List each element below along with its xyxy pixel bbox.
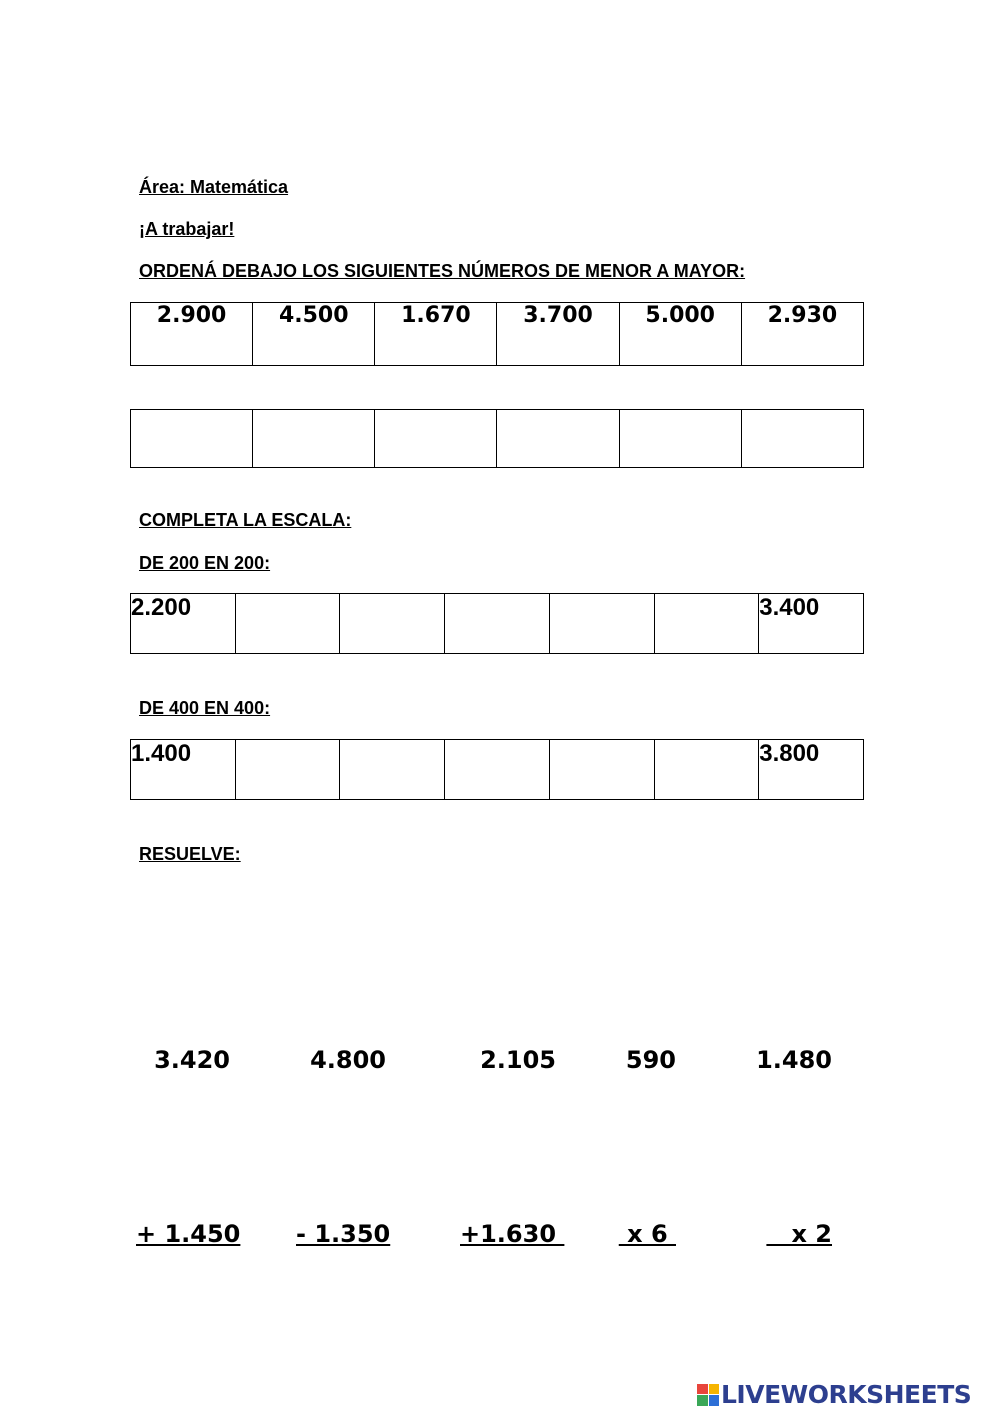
answer-cell[interactable] [131,410,253,468]
scale-answer-cell[interactable] [340,594,445,654]
answer-table [130,409,864,468]
scale-start-cell: 1.400 [131,740,236,800]
scale-answer-cell[interactable] [654,594,759,654]
resolve-title: RESUELVE: [139,844,241,864]
operation-bottom: x 2 [766,1220,832,1248]
liveworksheets-logo-icon [697,1384,719,1406]
number-cell: 3.700 [497,303,619,366]
number-cell: 5.000 [619,303,741,366]
area-title: Área: Matemática [139,177,289,197]
scale-answer-cell[interactable] [340,740,445,800]
scale-answer-cell[interactable] [549,594,654,654]
operation [296,915,391,1321]
scale-answer-cell[interactable] [235,740,340,800]
scale-answer-cell[interactable] [654,740,759,800]
scale-answer-cell[interactable] [445,594,550,654]
operation-bottom: + 1.450 [136,1220,241,1248]
scale-answer-cell[interactable] [549,740,654,800]
operation [612,915,676,1321]
operation [136,915,241,1321]
scale-start-cell: 2.200 [131,594,236,654]
operation [738,915,832,1321]
answer-cell[interactable] [741,410,863,468]
operation-bottom: - 1.350 [296,1220,391,1248]
subtitle: ¡A trabajar! [139,219,235,239]
logo-text: LIVEWORKSHEETS [721,1380,972,1409]
scale-answer-cell[interactable] [445,740,550,800]
logo-square [709,1395,720,1406]
answer-cell[interactable] [497,410,619,468]
numbers-table [130,302,864,366]
operation-top: 2.105 [480,1046,556,1074]
answer-cell[interactable] [253,410,375,468]
scale-answer-cell[interactable] [235,594,340,654]
answer-cell[interactable] [375,410,497,468]
operation [460,915,565,1321]
instruction-order: ORDENÁ DEBAJO LOS SIGUIENTES NÚMEROS DE MENOR A MAYOR: [139,261,746,281]
scale-200-label: DE 200 EN 200: [139,553,271,573]
answer-cell[interactable] [619,410,741,468]
operation-bottom: x 6 [618,1220,676,1248]
scale-400-label: DE 400 EN 400: [139,698,271,718]
operation-top: 4.800 [310,1046,386,1074]
number-cell: 2.930 [741,303,863,366]
operation-top: 590 [625,1046,676,1074]
scale-end-cell: 3.400 [759,594,864,654]
operation-top: 3.420 [154,1046,230,1074]
number-cell: 2.900 [131,303,253,366]
number-cell: 1.670 [375,303,497,366]
operation-top: 1.480 [756,1046,832,1074]
logo-square [697,1395,708,1406]
liveworksheets-logo [697,1380,971,1409]
operation-bottom: +1.630 [460,1220,565,1248]
number-cell: 4.500 [253,303,375,366]
scale-200-table [130,593,864,654]
logo-square [709,1384,720,1395]
scale-title: COMPLETA LA ESCALA: [139,510,352,530]
scale-end-cell: 3.800 [759,740,864,800]
scale-400-table [130,739,864,800]
logo-square [697,1384,708,1395]
